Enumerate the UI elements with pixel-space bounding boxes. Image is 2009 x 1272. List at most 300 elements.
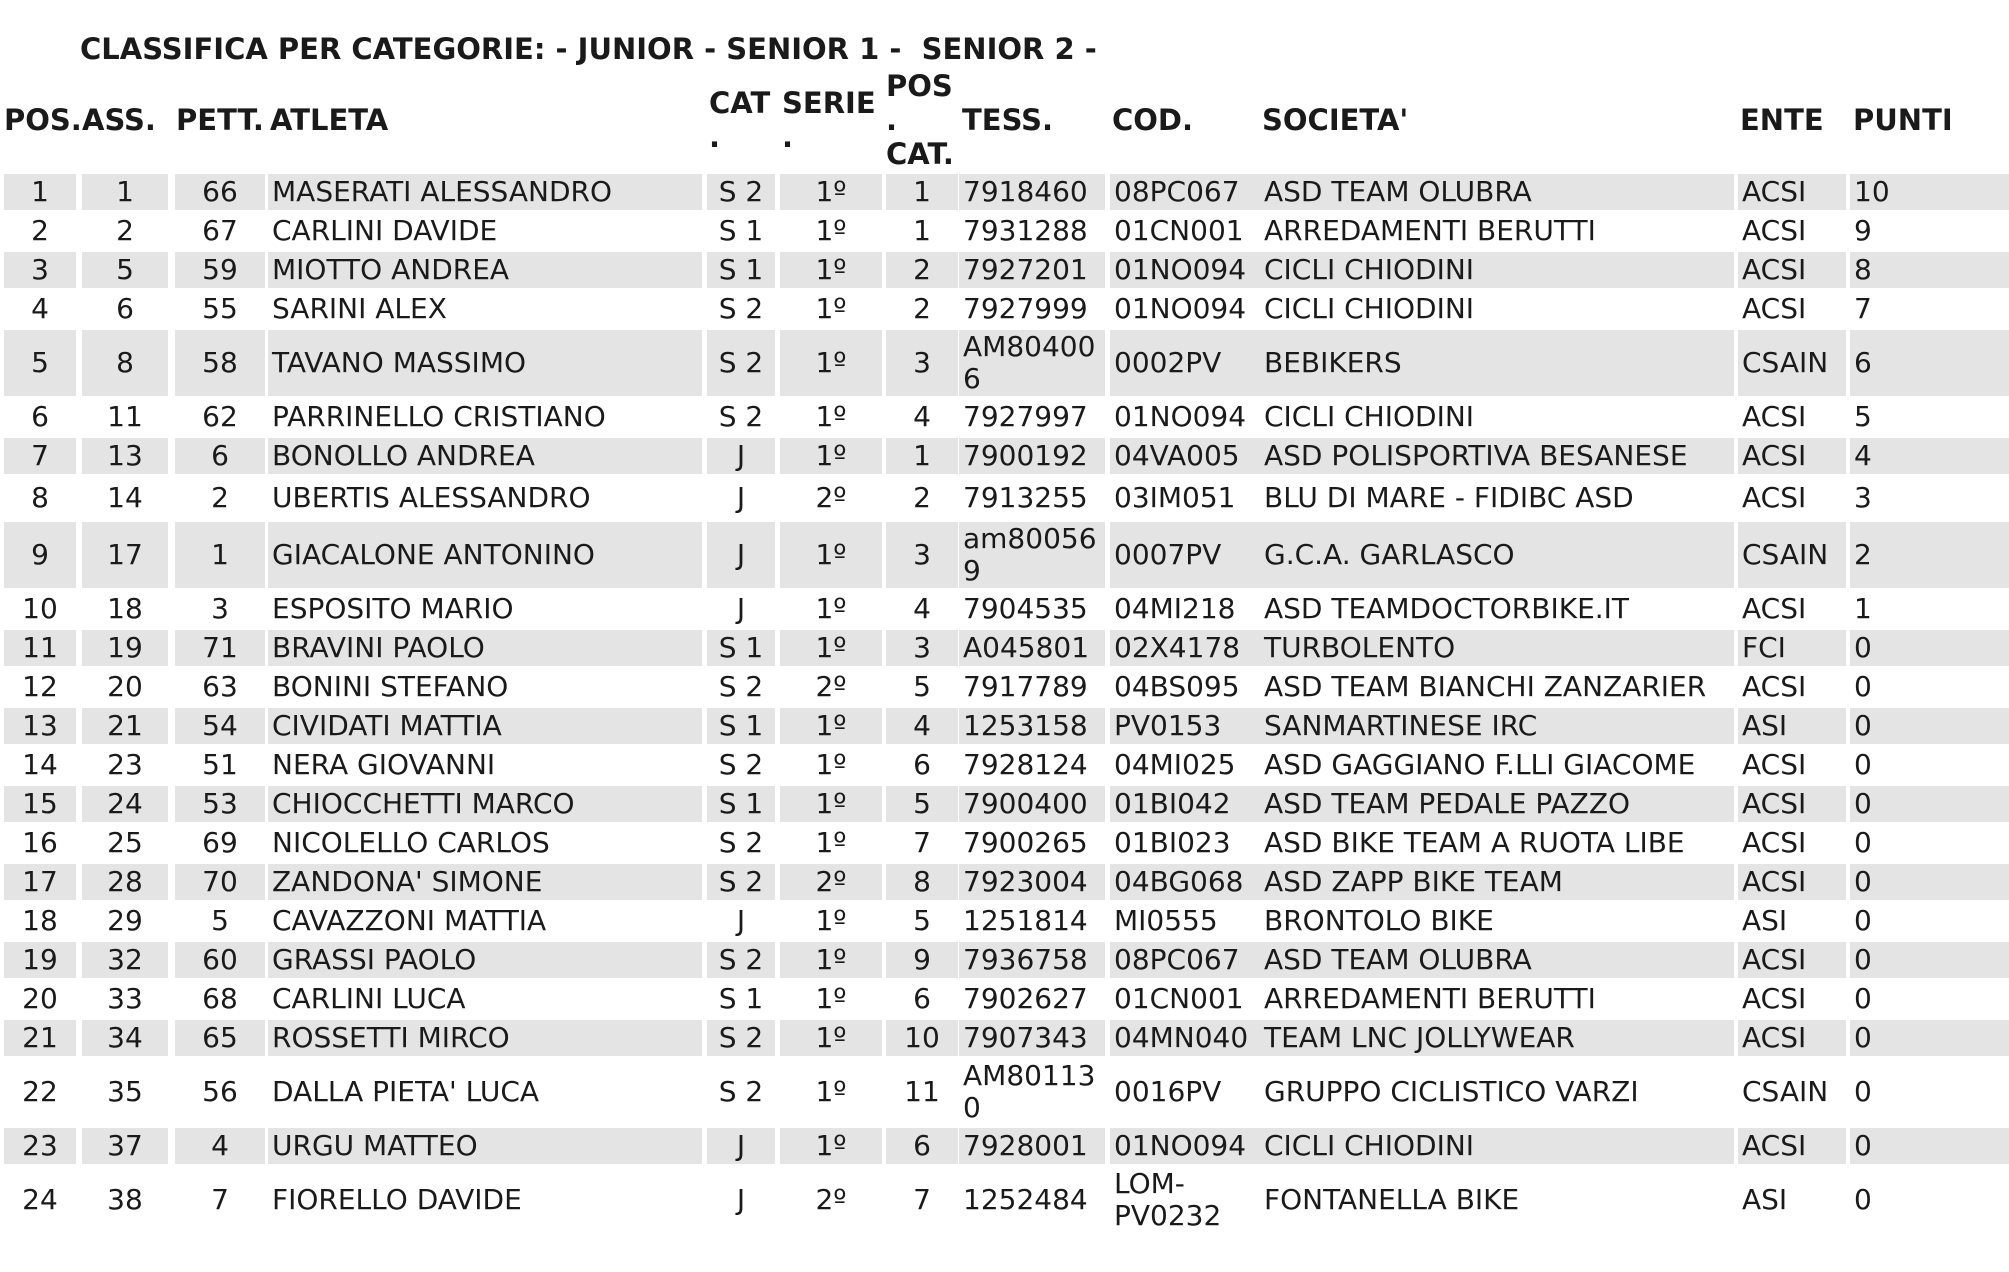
- cell-pos: 7: [4, 438, 76, 474]
- cell-cat: J: [707, 438, 775, 474]
- cell-pett: 67: [202, 214, 238, 247]
- cell-tess: 7927999: [963, 292, 1088, 325]
- cell-punti: 2: [1850, 522, 2009, 588]
- cell-serie: 1º: [780, 1020, 882, 1056]
- cell-tess: 7917789: [963, 670, 1088, 703]
- cell-cod: 03IM051: [1114, 481, 1236, 514]
- cell-ass: 29: [107, 904, 143, 937]
- cell-pett: 1: [175, 522, 265, 588]
- cell-serie: 1º: [815, 982, 847, 1015]
- cell-ass: 24: [82, 786, 168, 822]
- cell-serie: 1º: [815, 904, 847, 937]
- cell-atleta: ZANDONA' SIMONE: [268, 864, 702, 900]
- cell-cod: 01CN001: [1114, 982, 1244, 1015]
- cell-ass: 6: [116, 292, 134, 325]
- cell-serie: 1º: [780, 438, 882, 474]
- cell-ass: 11: [107, 400, 143, 433]
- cell-cat: S 2: [707, 330, 775, 396]
- cell-serie: 1º: [815, 826, 847, 859]
- cell-pos: 9: [4, 522, 76, 588]
- cell-societa: ASD TEAM OLUBRA: [1260, 942, 1734, 978]
- table-row: [0, 786, 2009, 822]
- cell-cod: 01NO094: [1114, 400, 1247, 433]
- cell-tess: 7900265: [963, 826, 1088, 859]
- cell-ente: ACSI: [1738, 252, 1846, 288]
- cell-punti: 0: [1854, 904, 1872, 937]
- cell-tess: 7928124: [963, 748, 1088, 781]
- cell-societa: ASD TEAM BIANCHI ZANZARIER: [1264, 670, 1707, 703]
- cell-cod: 0007PV: [1110, 522, 1260, 588]
- cell-pett: 54: [175, 708, 265, 744]
- cell-cod: MI0555: [1114, 904, 1218, 937]
- cell-pos: 4: [31, 292, 49, 325]
- cell-pos: 13: [4, 708, 76, 744]
- cell-serie: 1º: [815, 214, 847, 247]
- cell-ass: 25: [107, 826, 143, 859]
- cell-cat: S 2: [707, 174, 775, 210]
- cell-cat: S 1: [718, 214, 764, 247]
- cell-tess: 7904535: [963, 592, 1088, 625]
- cell-tess: 7902627: [963, 982, 1088, 1015]
- cell-cod: 04BG068: [1110, 864, 1260, 900]
- cell-ente: ACSI: [1742, 400, 1807, 433]
- cell-cat: J: [736, 481, 746, 514]
- cell-atleta: NICOLELLO CARLOS: [272, 826, 550, 859]
- cell-punti: 0: [1850, 942, 2009, 978]
- cell-tess: 7931288: [963, 214, 1088, 247]
- table-row: [0, 1167, 2009, 1233]
- cell-pett: 70: [175, 864, 265, 900]
- cell-serie: 1º: [780, 708, 882, 744]
- cell-pett: 65: [175, 1020, 265, 1056]
- cell-punti: 3: [1854, 481, 1872, 514]
- cell-cat: S 1: [707, 786, 775, 822]
- cell-pett: 71: [175, 630, 265, 666]
- cell-serie: 1º: [780, 174, 882, 210]
- cell-tess: 7928001: [959, 1128, 1105, 1164]
- cell-punti: 7: [1854, 292, 1872, 325]
- cell-atleta: BONINI STEFANO: [272, 670, 509, 703]
- cell-ente: ACSI: [1738, 438, 1846, 474]
- cell-atleta: CARLINI DAVIDE: [272, 214, 498, 247]
- table-row: [0, 747, 2009, 783]
- page-title: CLASSIFICA PER CATEGORIE: - JUNIOR - SENIOR 1 - SENIOR 2 -: [80, 32, 1097, 66]
- cell-punti: 0: [1854, 670, 1872, 703]
- cell-atleta: GIACALONE ANTONINO: [268, 522, 702, 588]
- cell-serie: 2º: [780, 864, 882, 900]
- cell-poscat: 4: [886, 708, 958, 744]
- cell-poscat: 3: [886, 630, 958, 666]
- cell-ass: 21: [82, 708, 168, 744]
- cell-serie: 2º: [815, 1183, 847, 1216]
- cell-poscat: 4: [913, 400, 931, 433]
- table-row: [0, 438, 2009, 474]
- cell-societa: CICLI CHIODINI: [1264, 400, 1475, 433]
- cell-pett: 59: [175, 252, 265, 288]
- cell-pos: 15: [4, 786, 76, 822]
- cell-serie: 1º: [780, 1128, 882, 1164]
- table-row: [0, 213, 2009, 249]
- cell-ente: CSAIN: [1738, 330, 1846, 396]
- cell-serie: 1º: [815, 400, 847, 433]
- cell-ass: 2: [116, 214, 134, 247]
- cell-atleta: MASERATI ALESSANDRO: [268, 174, 702, 210]
- cell-cod: 04MI025: [1114, 748, 1236, 781]
- cell-poscat: 11: [904, 1075, 940, 1108]
- cell-ass: 5: [82, 252, 168, 288]
- cell-pos: 8: [31, 481, 49, 514]
- cell-serie: 1º: [815, 592, 847, 625]
- cell-poscat: 1: [886, 438, 958, 474]
- cell-ass: 18: [107, 592, 143, 625]
- cell-societa: CICLI CHIODINI: [1260, 1128, 1734, 1164]
- cell-ente: ACSI: [1738, 786, 1846, 822]
- cell-ente: ACSI: [1738, 174, 1846, 210]
- cell-atleta: DALLA PIETA' LUCA: [272, 1075, 540, 1108]
- cell-poscat: 2: [913, 481, 931, 514]
- cell-ass: 38: [107, 1183, 143, 1216]
- cell-ente: CSAIN: [1738, 522, 1846, 588]
- cell-tess: 7936758: [959, 942, 1105, 978]
- cell-societa: BEBIKERS: [1260, 330, 1734, 396]
- cell-societa: BLU DI MARE - FIDIBC ASD: [1264, 481, 1634, 514]
- cell-pos: 2: [31, 214, 49, 247]
- cell-serie: 1º: [780, 630, 882, 666]
- table-row: [0, 903, 2009, 939]
- cell-cat: S 2: [718, 292, 764, 325]
- column-header-punti: PUNTI: [1853, 103, 1953, 137]
- cell-cat: S 2: [718, 1075, 764, 1108]
- cell-pos: 12: [22, 670, 58, 703]
- cell-societa: ASD ZAPP BIKE TEAM: [1260, 864, 1734, 900]
- cell-poscat: 2: [913, 292, 931, 325]
- cell-serie: 1º: [815, 1075, 847, 1108]
- cell-serie: 1º: [780, 252, 882, 288]
- cell-ente: ASI: [1742, 904, 1788, 937]
- cell-cat: S 2: [707, 942, 775, 978]
- cell-societa: CICLI CHIODINI: [1264, 292, 1475, 325]
- cell-cat: S 2: [718, 670, 764, 703]
- column-header-poscat: POS . CAT.: [886, 69, 954, 171]
- cell-pos: 1: [4, 174, 76, 210]
- cell-cod: 04MN040: [1110, 1020, 1260, 1056]
- cell-atleta: GRASSI PAOLO: [268, 942, 702, 978]
- cell-tess: 7927997: [963, 400, 1088, 433]
- cell-punti: 9: [1854, 214, 1872, 247]
- table-row: [0, 942, 2009, 978]
- cell-punti: 0: [1854, 1075, 1872, 1108]
- cell-tess: 7907343: [959, 1020, 1105, 1056]
- table-row: [0, 1128, 2009, 1164]
- cell-ente: ACSI: [1742, 748, 1807, 781]
- cell-atleta: FIORELLO DAVIDE: [272, 1183, 522, 1216]
- cell-punti: 0: [1854, 826, 1872, 859]
- cell-cat: S 1: [707, 252, 775, 288]
- cell-ente: ASI: [1738, 708, 1846, 744]
- cell-pos: 18: [22, 904, 58, 937]
- cell-tess: 7918460: [959, 174, 1105, 210]
- cell-pett: 5: [211, 904, 229, 937]
- cell-cod: 0002PV: [1110, 330, 1260, 396]
- table-row: [0, 981, 2009, 1017]
- cell-atleta: BRAVINI PAOLO: [268, 630, 702, 666]
- cell-cod: 04BS095: [1114, 670, 1240, 703]
- cell-cat: J: [707, 522, 775, 588]
- cell-poscat: 5: [886, 786, 958, 822]
- cell-tess: am80056 9: [959, 522, 1105, 588]
- cell-serie: 1º: [780, 786, 882, 822]
- cell-pett: 68: [202, 982, 238, 1015]
- cell-cat: S 2: [718, 826, 764, 859]
- cell-pos: 21: [4, 1020, 76, 1056]
- cell-punti: 8: [1850, 252, 2009, 288]
- cell-pett: 63: [202, 670, 238, 703]
- cell-ass: 19: [82, 630, 168, 666]
- cell-cat: S 2: [707, 864, 775, 900]
- cell-poscat: 1: [886, 174, 958, 210]
- column-header-ente: ENTE: [1740, 103, 1824, 137]
- cell-pett: 55: [202, 292, 238, 325]
- cell-societa: TEAM LNC JOLLYWEAR: [1260, 1020, 1734, 1056]
- cell-cat: S 2: [718, 748, 764, 781]
- cell-serie: 2º: [815, 670, 847, 703]
- cell-societa: SANMARTINESE IRC: [1260, 708, 1734, 744]
- column-header-societa: SOCIETA': [1262, 103, 1409, 137]
- cell-poscat: 2: [886, 252, 958, 288]
- table-row: [0, 708, 2009, 744]
- cell-ente: ACSI: [1742, 826, 1807, 859]
- cell-tess: AM80113 0: [963, 1059, 1096, 1124]
- cell-pett: 69: [202, 826, 238, 859]
- cell-atleta: ESPOSITO MARIO: [272, 592, 514, 625]
- cell-tess: 7923004: [959, 864, 1105, 900]
- cell-punti: 10: [1850, 174, 2009, 210]
- cell-ente: ACSI: [1742, 481, 1807, 514]
- cell-pett: 62: [202, 400, 238, 433]
- cell-pos: 24: [22, 1183, 58, 1216]
- cell-ass: 8: [82, 330, 168, 396]
- cell-ass: 13: [82, 438, 168, 474]
- cell-societa: ASD POLISPORTIVA BESANESE: [1260, 438, 1734, 474]
- cell-poscat: 8: [886, 864, 958, 900]
- cell-pos: 17: [4, 864, 76, 900]
- cell-pos: 22: [22, 1075, 58, 1108]
- cell-serie: 1º: [815, 748, 847, 781]
- cell-poscat: 4: [913, 592, 931, 625]
- cell-punti: 5: [1854, 400, 1872, 433]
- cell-societa: GRUPPO CICLISTICO VARZI: [1264, 1075, 1639, 1108]
- table-row: [0, 591, 2009, 627]
- cell-cod: 04VA005: [1110, 438, 1260, 474]
- cell-ass: 23: [107, 748, 143, 781]
- cell-tess: 1251814: [963, 904, 1088, 937]
- cell-serie: 1º: [815, 292, 847, 325]
- cell-serie: 1º: [780, 330, 882, 396]
- cell-pett: 51: [202, 748, 238, 781]
- cell-pett: 3: [211, 592, 229, 625]
- cell-cod: 01NO094: [1114, 292, 1247, 325]
- cell-ente: ACSI: [1738, 942, 1846, 978]
- table-row: [0, 1059, 2009, 1125]
- cell-pett: 53: [175, 786, 265, 822]
- cell-poscat: 6: [913, 748, 931, 781]
- cell-ass: 14: [107, 481, 143, 514]
- cell-ass: 33: [107, 982, 143, 1015]
- cell-cod: 02X4178: [1110, 630, 1260, 666]
- cell-atleta: MIOTTO ANDREA: [268, 252, 702, 288]
- cell-ente: ACSI: [1742, 592, 1807, 625]
- cell-ente: ASI: [1742, 1183, 1788, 1216]
- cell-poscat: 6: [886, 1128, 958, 1164]
- cell-societa: G.C.A. GARLASCO: [1260, 522, 1734, 588]
- cell-ass: 37: [82, 1128, 168, 1164]
- table-row: [0, 825, 2009, 861]
- cell-punti: 0: [1850, 708, 2009, 744]
- table-row: [0, 669, 2009, 705]
- cell-pos: 19: [4, 942, 76, 978]
- table-row: [0, 477, 2009, 519]
- table-row: [0, 291, 2009, 327]
- cell-societa: TURBOLENTO: [1260, 630, 1734, 666]
- cell-atleta: CAVAZZONI MATTIA: [272, 904, 547, 937]
- column-header-serie: SERIE .: [782, 86, 876, 154]
- column-header-cod: COD.: [1112, 103, 1194, 137]
- cell-pos: 10: [22, 592, 58, 625]
- cell-cat: J: [736, 904, 746, 937]
- cell-societa: ASD BIKE TEAM A RUOTA LIBE: [1264, 826, 1685, 859]
- cell-tess: AM80400 6: [959, 330, 1105, 396]
- column-header-cat: CAT .: [709, 86, 771, 154]
- cell-atleta: URGU MATTEO: [268, 1128, 702, 1164]
- cell-serie: 1º: [780, 522, 882, 588]
- cell-punti: 0: [1850, 1128, 2009, 1164]
- cell-societa: FONTANELLA BIKE: [1264, 1183, 1520, 1216]
- cell-poscat: 1: [913, 214, 931, 247]
- cell-ass: 17: [82, 522, 168, 588]
- cell-pett: 60: [175, 942, 265, 978]
- cell-ente: ACSI: [1742, 292, 1807, 325]
- table-row: [0, 252, 2009, 288]
- cell-cat: J: [707, 1128, 775, 1164]
- cell-ente: CSAIN: [1742, 1075, 1829, 1108]
- cell-ente: ACSI: [1742, 670, 1807, 703]
- cell-punti: 1: [1854, 592, 1872, 625]
- cell-atleta: PARRINELLO CRISTIANO: [272, 400, 606, 433]
- cell-cod: 01NO094: [1110, 1128, 1260, 1164]
- cell-poscat: 3: [886, 330, 958, 396]
- table-row: [0, 174, 2009, 210]
- cell-pos: 3: [4, 252, 76, 288]
- cell-tess: 1252484: [963, 1183, 1088, 1216]
- cell-punti: 0: [1850, 786, 2009, 822]
- cell-cod: 01NO094: [1110, 252, 1260, 288]
- cell-punti: 0: [1850, 630, 2009, 666]
- cell-pett: 66: [175, 174, 265, 210]
- cell-cat: S 1: [718, 982, 764, 1015]
- cell-societa: ARREDAMENTI BERUTTI: [1264, 214, 1596, 247]
- cell-atleta: CIVIDATI MATTIA: [268, 708, 702, 744]
- cell-ass: 1: [82, 174, 168, 210]
- cell-pos: 20: [22, 982, 58, 1015]
- cell-cod: PV0153: [1110, 708, 1260, 744]
- cell-punti: 0: [1850, 864, 2009, 900]
- cell-poscat: 7: [913, 826, 931, 859]
- cell-pos: 11: [4, 630, 76, 666]
- cell-poscat: 5: [913, 904, 931, 937]
- cell-ass: 32: [82, 942, 168, 978]
- cell-cod: LOM- PV0232: [1114, 1167, 1222, 1232]
- cell-punti: 4: [1850, 438, 2009, 474]
- cell-pett: 58: [175, 330, 265, 396]
- cell-poscat: 7: [913, 1183, 931, 1216]
- cell-pett: 2: [211, 481, 229, 514]
- cell-pett: 6: [175, 438, 265, 474]
- cell-atleta: CHIOCCHETTI MARCO: [268, 786, 702, 822]
- cell-ass: 28: [82, 864, 168, 900]
- table-row: [0, 399, 2009, 435]
- cell-pos: 16: [22, 826, 58, 859]
- cell-pos: 5: [4, 330, 76, 396]
- cell-societa: ASD GAGGIANO F.LLI GIACOME: [1264, 748, 1696, 781]
- cell-pos: 6: [31, 400, 49, 433]
- column-header-tess: TESS.: [962, 103, 1054, 137]
- cell-punti: 0: [1850, 1020, 2009, 1056]
- cell-cat: S 2: [718, 400, 764, 433]
- cell-atleta: CARLINI LUCA: [272, 982, 466, 1015]
- cell-societa: ASD TEAM PEDALE PAZZO: [1260, 786, 1734, 822]
- cell-cod: 08PC067: [1110, 942, 1260, 978]
- cell-atleta: NERA GIOVANNI: [272, 748, 496, 781]
- cell-tess: 1253158: [959, 708, 1105, 744]
- cell-serie: 1º: [780, 942, 882, 978]
- cell-punti: 0: [1854, 982, 1872, 1015]
- cell-atleta: TAVANO MASSIMO: [268, 330, 702, 396]
- column-header-pos: POS.: [4, 103, 82, 137]
- cell-ente: ACSI: [1738, 1128, 1846, 1164]
- cell-poscat: 3: [886, 522, 958, 588]
- cell-punti: 0: [1854, 748, 1872, 781]
- cell-pos: 14: [22, 748, 58, 781]
- cell-cod: 04MI218: [1114, 592, 1236, 625]
- cell-pett: 4: [175, 1128, 265, 1164]
- cell-ass: 35: [107, 1075, 143, 1108]
- cell-pett: 7: [211, 1183, 229, 1216]
- cell-ente: ACSI: [1742, 214, 1807, 247]
- cell-tess: 7900192: [959, 438, 1105, 474]
- cell-ass: 20: [107, 670, 143, 703]
- cell-cod: 01BI042: [1110, 786, 1260, 822]
- cell-cat: J: [736, 1183, 746, 1216]
- cell-poscat: 6: [913, 982, 931, 1015]
- cell-poscat: 9: [886, 942, 958, 978]
- cell-tess: 7900400: [959, 786, 1105, 822]
- cell-atleta: BONOLLO ANDREA: [268, 438, 702, 474]
- cell-ente: FCI: [1738, 630, 1846, 666]
- cell-cat: S 2: [707, 1020, 775, 1056]
- table-row: [0, 522, 2009, 588]
- cell-societa: BRONTOLO BIKE: [1264, 904, 1494, 937]
- cell-ente: ACSI: [1742, 982, 1807, 1015]
- cell-ente: ACSI: [1738, 1020, 1846, 1056]
- cell-tess: 7927201: [959, 252, 1105, 288]
- cell-poscat: 5: [913, 670, 931, 703]
- cell-ass: 34: [82, 1020, 168, 1056]
- cell-serie: 2º: [815, 481, 847, 514]
- cell-punti: 0: [1854, 1183, 1872, 1216]
- column-header-ass: ASS.: [82, 103, 156, 137]
- cell-atleta: SARINI ALEX: [272, 292, 447, 325]
- column-header-pett: PETT.: [176, 103, 264, 137]
